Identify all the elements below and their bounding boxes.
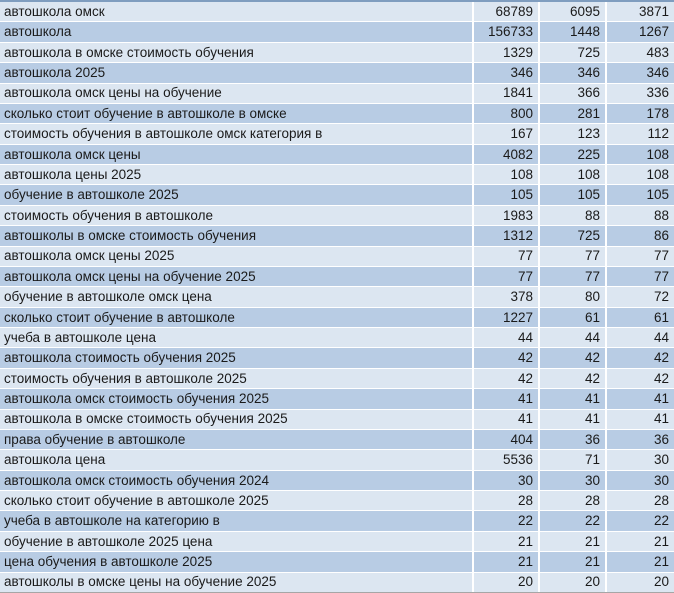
value-cell-3[interactable]: 72 (605, 287, 674, 306)
value-cell-3[interactable]: 336 (605, 84, 674, 103)
value-cell-2[interactable]: 42 (538, 369, 605, 388)
value-cell-2[interactable]: 20 (538, 573, 605, 592)
value-cell-1[interactable]: 1983 (472, 206, 538, 225)
value-cell-2[interactable]: 41 (538, 410, 605, 429)
value-cell-2[interactable]: 22 (538, 511, 605, 530)
value-cell-3[interactable]: 61 (605, 308, 674, 327)
keyword-cell[interactable]: автошкола цена (4, 452, 106, 468)
value-cell-1[interactable]: 156733 (472, 22, 538, 41)
value-cell-2[interactable]: 281 (538, 104, 605, 123)
keyword-cell[interactable]: автошкола омск стоимость обучения 2024 (4, 472, 270, 488)
keyword-cell[interactable]: обучение в автошколе 2025 цена (4, 533, 213, 549)
value-cell-2[interactable]: 105 (538, 185, 605, 204)
value-cell-3[interactable]: 77 (605, 267, 674, 286)
value-cell-3[interactable]: 30 (605, 471, 674, 490)
value-cell-2[interactable]: 28 (538, 491, 605, 510)
value-cell-1[interactable]: 22 (472, 511, 538, 530)
value-cell-3[interactable]: 21 (605, 532, 674, 551)
table-row (0, 145, 674, 165)
value-cell-3[interactable]: 112 (605, 124, 674, 143)
keyword-cell[interactable]: автошкола омск цены на обучение (4, 85, 222, 101)
table-row (0, 348, 674, 368)
keyword-cell[interactable]: автошколы в омске цены на обучение 2025 (4, 574, 277, 590)
table-row (0, 532, 674, 552)
value-cell-1[interactable]: 167 (472, 124, 538, 143)
table-row (0, 389, 674, 409)
table-row (0, 369, 674, 389)
value-cell-1[interactable]: 1227 (472, 308, 538, 327)
value-cell-1[interactable]: 346 (472, 63, 538, 82)
keyword-cell[interactable]: стоимость обучения в автошколе 2025 (4, 370, 247, 386)
table-row (0, 84, 674, 104)
value-cell-2[interactable]: 21 (538, 552, 605, 571)
value-cell-2[interactable]: 36 (538, 430, 605, 449)
keyword-cell[interactable]: автошкола омск цены на обучение 2025 (4, 268, 256, 284)
keyword-cell[interactable]: автошкола омск (4, 3, 105, 19)
keyword-cell[interactable]: автошкола омск стоимость обучения 2025 (4, 391, 270, 407)
value-cell-2[interactable]: 61 (538, 308, 605, 327)
keyword-cell[interactable]: стоимость обучения в автошколе (4, 207, 213, 223)
value-cell-3[interactable]: 42 (605, 369, 674, 388)
value-cell-1[interactable]: 42 (472, 348, 538, 367)
value-cell-3[interactable]: 41 (605, 389, 674, 408)
value-cell-1[interactable]: 5536 (472, 450, 538, 469)
value-cell-1[interactable]: 68789 (472, 2, 538, 21)
keyword-cell[interactable]: сколько стоит обучение в автошколе в омске (4, 105, 287, 121)
value-cell-3[interactable]: 105 (605, 185, 674, 204)
value-cell-2[interactable]: 108 (538, 165, 605, 184)
value-cell-2[interactable]: 30 (538, 471, 605, 490)
table-row (0, 450, 674, 470)
table-row (0, 267, 674, 287)
value-cell-3[interactable]: 108 (605, 145, 674, 164)
value-cell-1[interactable]: 378 (472, 287, 538, 306)
value-cell-1[interactable]: 30 (472, 471, 538, 490)
value-cell-3[interactable]: 44 (605, 328, 674, 347)
table-row (0, 104, 674, 124)
table-row (0, 328, 674, 348)
value-cell-3[interactable]: 86 (605, 226, 674, 245)
value-cell-3[interactable]: 21 (605, 552, 674, 571)
value-cell-3[interactable]: 346 (605, 63, 674, 82)
value-cell-2[interactable]: 21 (538, 532, 605, 551)
value-cell-1[interactable]: 28 (472, 491, 538, 510)
value-cell-1[interactable]: 20 (472, 573, 538, 592)
value-cell-1[interactable]: 42 (472, 369, 538, 388)
value-cell-2[interactable]: 42 (538, 348, 605, 367)
value-cell-2[interactable]: 725 (538, 226, 605, 245)
table-row (0, 511, 674, 531)
keyword-cell[interactable]: автошкола омск цены (4, 146, 141, 162)
value-cell-2[interactable]: 123 (538, 124, 605, 143)
value-cell-3[interactable]: 108 (605, 165, 674, 184)
value-cell-1[interactable]: 1841 (472, 84, 538, 103)
table-row (0, 226, 674, 246)
value-cell-1[interactable]: 1329 (472, 43, 538, 62)
value-cell-2[interactable]: 366 (538, 84, 605, 103)
keyword-cell[interactable]: автошкола 2025 (4, 65, 106, 81)
value-cell-1[interactable]: 404 (472, 430, 538, 449)
value-cell-3[interactable]: 36 (605, 430, 674, 449)
table-row (0, 308, 674, 328)
keyword-cell[interactable]: стоимость обучения в автошколе омск категория в (4, 126, 323, 142)
value-cell-2[interactable]: 6095 (538, 2, 605, 21)
value-cell-2[interactable]: 346 (538, 63, 605, 82)
keyword-cell[interactable]: учеба в автошколе на категорию в (4, 513, 220, 529)
keyword-cell[interactable]: права обучение в автошколе (4, 431, 186, 447)
value-cell-3[interactable]: 28 (605, 491, 674, 510)
keyword-cell[interactable]: обучение в автошколе омск цена (4, 289, 212, 305)
value-cell-2[interactable]: 44 (538, 328, 605, 347)
value-cell-1[interactable]: 1312 (472, 226, 538, 245)
value-cell-1[interactable]: 41 (472, 410, 538, 429)
value-cell-1[interactable]: 77 (472, 267, 538, 286)
value-cell-2[interactable]: 71 (538, 450, 605, 469)
keyword-cell[interactable]: автошкола в омске стоимость обучения 2025 (4, 411, 288, 427)
value-cell-1[interactable]: 77 (472, 247, 538, 266)
value-cell-1[interactable]: 105 (472, 185, 538, 204)
value-cell-3[interactable]: 42 (605, 348, 674, 367)
value-cell-3[interactable]: 88 (605, 206, 674, 225)
keyword-cell[interactable]: автошкола (4, 24, 72, 40)
value-cell-1[interactable]: 21 (472, 552, 538, 571)
value-cell-3[interactable]: 77 (605, 247, 674, 266)
table-row (0, 287, 674, 307)
value-cell-2[interactable]: 225 (538, 145, 605, 164)
table-row (0, 206, 674, 226)
value-cell-1[interactable]: 21 (472, 532, 538, 551)
value-cell-3[interactable]: 41 (605, 410, 674, 429)
keyword-cell[interactable]: автошколы в омске стоимость обучения (4, 228, 257, 244)
keyword-cell[interactable]: цена обучения в автошколе 2025 (4, 554, 213, 570)
keyword-cell[interactable]: автошкола цены 2025 (4, 166, 142, 182)
value-cell-2[interactable]: 77 (538, 247, 605, 266)
table-row (0, 247, 674, 267)
value-cell-2[interactable]: 1448 (538, 22, 605, 41)
table-row (0, 573, 674, 592)
value-cell-3[interactable]: 178 (605, 104, 674, 123)
value-cell-1[interactable]: 4082 (472, 145, 538, 164)
keyword-cell[interactable]: автошкола омск цены 2025 (4, 248, 175, 264)
value-cell-3[interactable]: 22 (605, 511, 674, 530)
value-cell-2[interactable]: 41 (538, 389, 605, 408)
value-cell-2[interactable]: 80 (538, 287, 605, 306)
table-row (0, 43, 674, 63)
table-row (0, 124, 674, 144)
keyword-cell[interactable]: обучение в автошколе 2025 (4, 187, 179, 203)
value-cell-2[interactable]: 725 (538, 43, 605, 62)
value-cell-2[interactable]: 77 (538, 267, 605, 286)
value-cell-1[interactable]: 41 (472, 389, 538, 408)
value-cell-3[interactable]: 20 (605, 573, 674, 592)
value-cell-2[interactable]: 88 (538, 206, 605, 225)
value-cell-3[interactable]: 483 (605, 43, 674, 62)
table-row (0, 410, 674, 430)
table-row (0, 63, 674, 83)
keyword-cell[interactable]: автошкола в омске стоимость обучения (4, 44, 254, 60)
table-row (0, 471, 674, 491)
value-cell-1[interactable]: 108 (472, 165, 538, 184)
value-cell-3[interactable]: 30 (605, 450, 674, 469)
value-cell-1[interactable]: 800 (472, 104, 538, 123)
table-row (0, 22, 674, 42)
keyword-cell[interactable]: автошкола стоимость обучения 2025 (4, 350, 236, 366)
table-row (0, 185, 674, 205)
keyword-cell[interactable]: сколько стоит обучение в автошколе 2025 (4, 492, 269, 508)
keyword-cell[interactable]: учеба в автошколе цена (4, 329, 156, 345)
value-cell-1[interactable]: 44 (472, 328, 538, 347)
value-cell-3[interactable]: 1267 (605, 22, 674, 41)
table-row (0, 2, 674, 22)
value-cell-3[interactable]: 3871 (605, 2, 674, 21)
keyword-cell[interactable]: сколько стоит обучение в автошколе (4, 309, 235, 325)
table-row (0, 552, 674, 572)
table-row (0, 165, 674, 185)
table-row (0, 491, 674, 511)
table-row (0, 430, 674, 450)
